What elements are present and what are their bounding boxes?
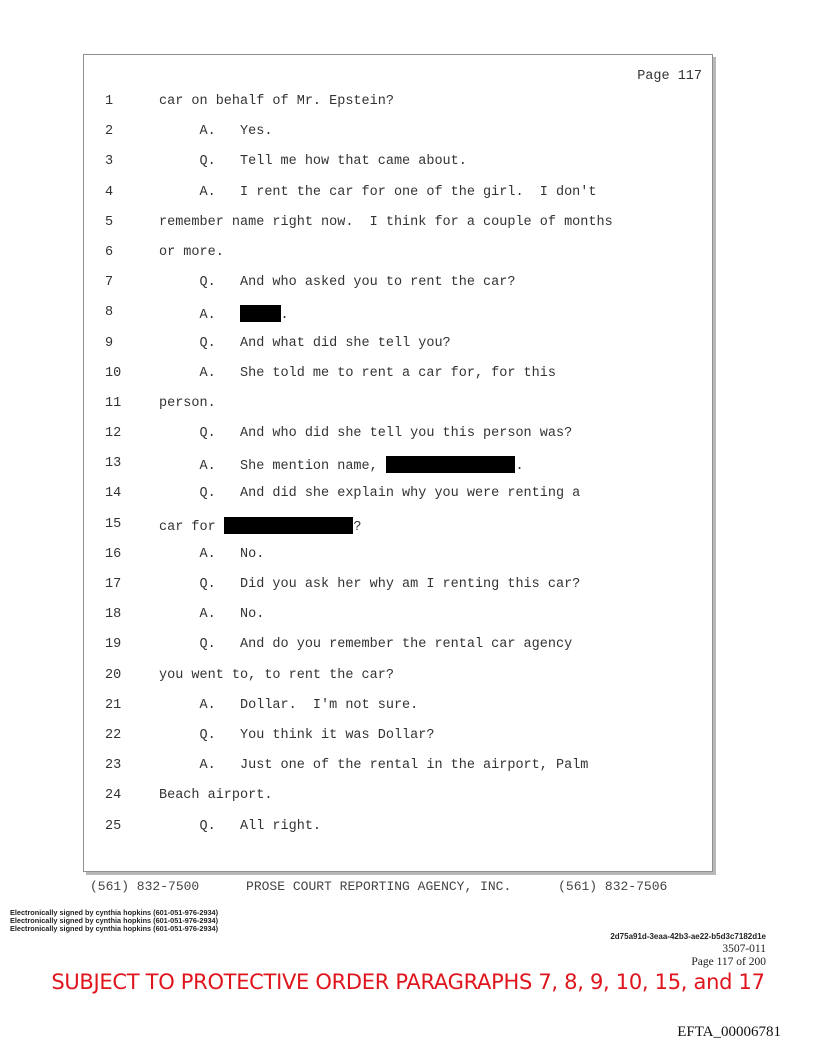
line-text (159, 94, 394, 109)
reporter-footer (90, 879, 720, 894)
line-number: 10 (105, 365, 122, 381)
line-text (159, 819, 321, 834)
line-number: 13 (105, 456, 122, 472)
line-text-segment: Q. And did she explain why you were renting a (159, 486, 581, 502)
line-text-segment: Q. Tell me how that came about. (159, 154, 467, 170)
line-number: 19 (105, 637, 122, 653)
transcript-line (84, 88, 712, 118)
line-number: 5 (105, 214, 114, 230)
line-text (159, 607, 264, 622)
line-text (159, 366, 556, 381)
line-text (159, 215, 613, 230)
document-number-block (691, 943, 766, 969)
line-text (159, 788, 272, 803)
transcript-line (84, 269, 712, 299)
line-text-segment: A. No. (159, 607, 265, 623)
signature-line: Electronically signed by cynthia hopkins (601-051-976-2934) (10, 908, 219, 917)
footer-phone-left: (561) 832-7500 (90, 879, 200, 894)
line-text-segment: A. She told me to rent a car for, for this (159, 365, 556, 381)
line-text (159, 517, 362, 535)
transcript-line (84, 511, 712, 541)
line-text (159, 275, 515, 290)
line-number: 21 (105, 697, 122, 713)
line-text-segment: person. (159, 395, 216, 411)
line-text (159, 758, 588, 773)
line-text-segment: . (280, 308, 289, 324)
line-text-segment: Q. All right. (159, 818, 322, 834)
transcript-line (84, 330, 712, 360)
line-text-segment: remember name right now. I think for a couple of months (159, 214, 613, 230)
line-number: 18 (105, 607, 122, 623)
line-text-segment: Q. You think it was Dollar? (159, 727, 435, 743)
line-number: 25 (105, 818, 122, 834)
signature-block (10, 909, 218, 933)
line-text-segment: or more. (159, 244, 224, 260)
line-text-segment: A. No. (159, 546, 265, 562)
line-text-segment: A. She mention name, (159, 459, 386, 475)
redaction-block (240, 305, 281, 322)
line-text-segment: Q. And who asked you to rent the car? (159, 275, 516, 291)
line-text-segment: car on behalf of Mr. Epstein? (159, 94, 394, 109)
line-text-segment: . (515, 459, 524, 475)
line-number: 22 (105, 727, 122, 743)
line-text (159, 698, 418, 713)
line-text-segment: Q. And do you remember the rental car agency (159, 637, 573, 653)
bates-number: EFTA_00006781 (677, 1024, 781, 1040)
transcript-line (84, 239, 712, 269)
line-number: 7 (105, 275, 114, 291)
page-of: Page 117 of 200 (691, 956, 766, 968)
line-text (159, 336, 451, 351)
line-text (159, 305, 289, 323)
line-number: 6 (105, 244, 114, 260)
line-number: 24 (105, 788, 122, 804)
transcript-line (84, 662, 712, 692)
transcript-line (84, 209, 712, 239)
line-text-segment: A. Dollar. I'm not sure. (159, 697, 419, 713)
line-text-segment: Q. Did you ask her why am I renting this car? (159, 577, 581, 592)
line-text (159, 547, 264, 562)
line-number: 11 (105, 395, 122, 411)
line-number: 15 (105, 516, 122, 532)
line-text (159, 668, 394, 683)
line-number: 17 (105, 577, 122, 592)
line-number: 9 (105, 335, 114, 351)
transcript-line (84, 179, 712, 209)
line-number: 14 (105, 486, 122, 502)
line-text-segment: car for (159, 519, 224, 535)
line-number: 23 (105, 758, 122, 774)
page-label: Page 117 (637, 69, 702, 84)
line-number: 3 (105, 154, 114, 170)
protective-order-notice: SUBJECT TO PROTECTIVE ORDER PARAGRAPHS 7, 8, 9, 10, 15, and 17 (51, 970, 765, 994)
exhibit-number: 3507-011 (722, 943, 766, 955)
line-text (159, 124, 272, 139)
transcript-line (84, 360, 712, 390)
line-text-segment: ? (353, 519, 362, 535)
redaction-block (386, 456, 516, 473)
line-text (159, 637, 572, 652)
line-text (159, 577, 580, 592)
line-text (159, 426, 572, 441)
transcript-line (84, 299, 712, 329)
transcript-page (83, 54, 713, 872)
transcript-line (84, 631, 712, 661)
transcript-line (84, 118, 712, 148)
transcript-lines (84, 88, 712, 843)
transcript-line (84, 813, 712, 843)
transcript-line (84, 390, 712, 420)
line-number: 16 (105, 546, 122, 562)
transcript-line (84, 722, 712, 752)
line-number: 20 (105, 667, 122, 683)
line-text (159, 154, 467, 169)
line-text-segment: A. (159, 308, 241, 324)
line-text-segment: you went to, to rent the car? (159, 667, 394, 683)
document-hash: 2d75a91d-3eaa-42b3-ae22-b5d3c7182d1e (610, 932, 766, 941)
signature-line: Electronically signed by cynthia hopkins (601-051-976-2934) (10, 924, 219, 933)
line-text (159, 486, 580, 501)
line-text (159, 396, 216, 411)
line-text (159, 245, 224, 260)
transcript-line (84, 752, 712, 782)
line-text-segment: A. Just one of the rental in the airport, Palm (159, 758, 589, 774)
line-text-segment: Q. And who did she tell you this person was? (159, 426, 573, 442)
signature-line: Electronically signed by cynthia hopkins (601-051-976-2934) (10, 916, 219, 925)
footer-phone-right: (561) 832-7506 (558, 879, 668, 894)
transcript-line (84, 148, 712, 178)
line-text-segment: A. I rent the car for one of the girl. I don't (159, 184, 597, 200)
redaction-block (224, 517, 354, 534)
transcript-line (84, 692, 712, 722)
line-number: 4 (105, 184, 114, 200)
line-text (159, 185, 596, 200)
line-number: 8 (105, 305, 114, 321)
line-text (159, 728, 434, 743)
line-number: 12 (105, 426, 122, 442)
line-text-segment: Q. And what did she tell you? (159, 335, 451, 351)
transcript-line (84, 420, 712, 450)
transcript-line (84, 541, 712, 571)
transcript-line (84, 450, 712, 480)
line-text (159, 456, 524, 474)
line-text-segment: Beach airport. (159, 788, 273, 804)
line-number: 2 (105, 124, 114, 140)
transcript-line (84, 480, 712, 510)
line-number: 1 (105, 94, 114, 109)
line-text-segment: A. Yes. (159, 124, 273, 140)
footer-agency: PROSE COURT REPORTING AGENCY, INC. (246, 879, 512, 894)
transcript-line (84, 782, 712, 812)
transcript-line (84, 601, 712, 631)
transcript-line (84, 571, 712, 601)
